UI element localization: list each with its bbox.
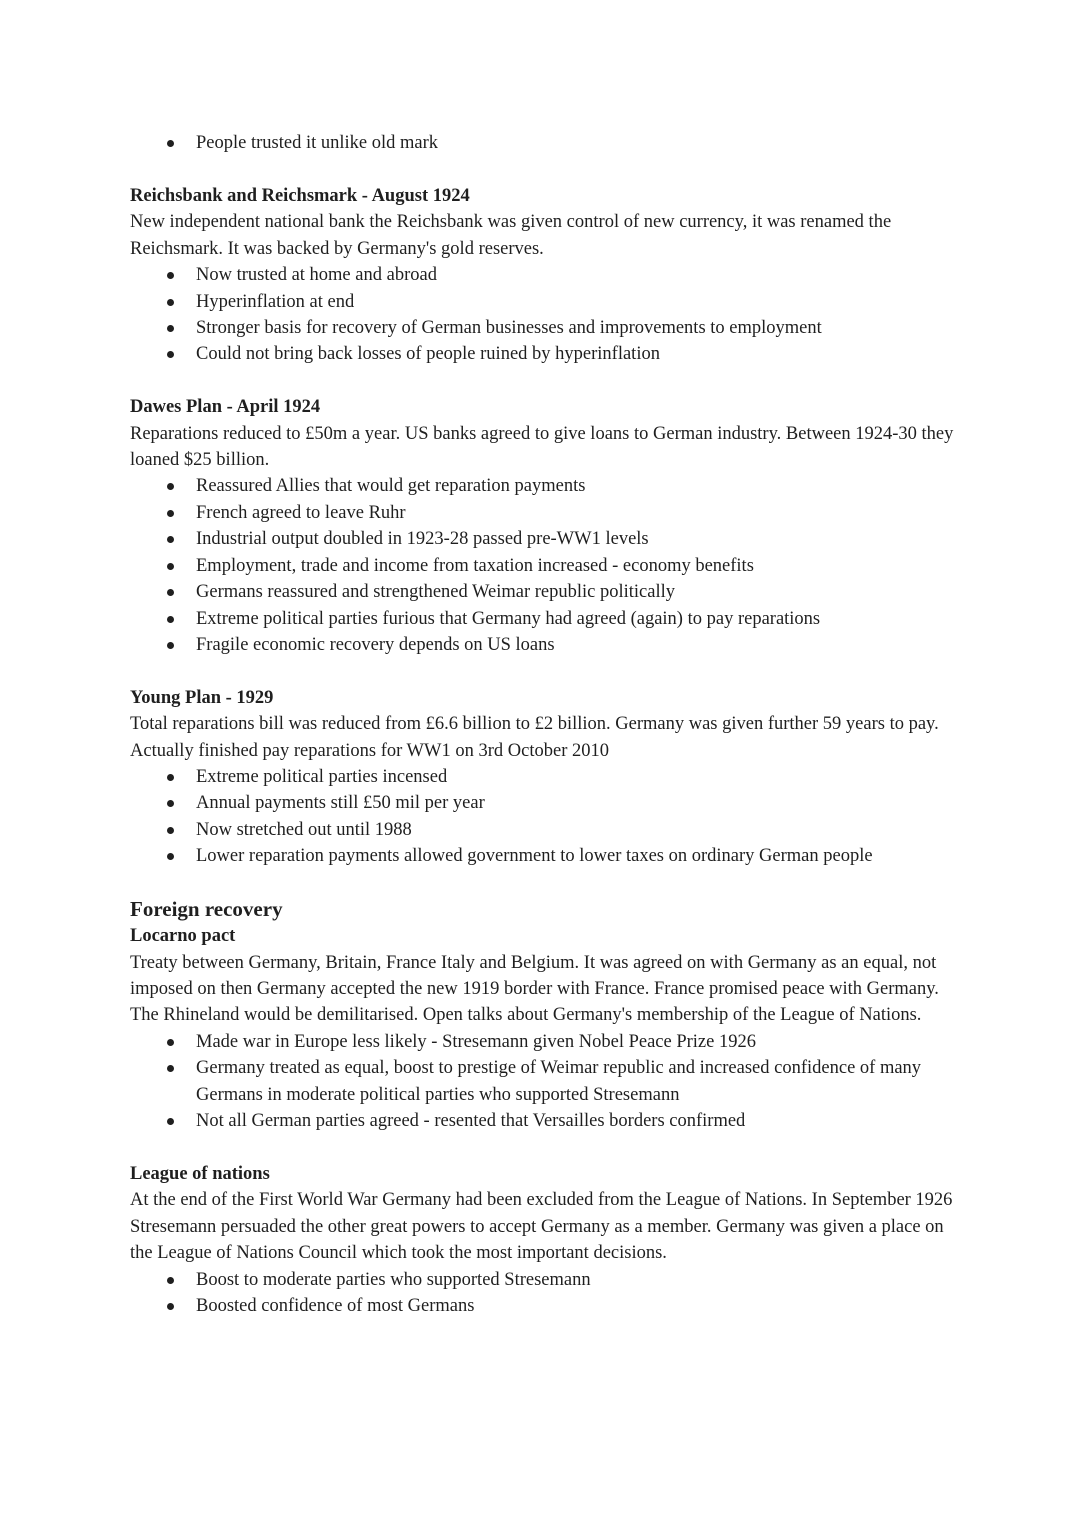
list-item: French agreed to leave Ruhr xyxy=(196,500,960,526)
league-of-nations-bullet-list xyxy=(130,1267,960,1320)
list-item: Boosted confidence of most Germans xyxy=(196,1293,960,1319)
document-page xyxy=(130,130,960,1319)
list-item: Now stretched out until 1988 xyxy=(196,817,960,843)
list-item: Could not bring back losses of people ruined by hyperinflation xyxy=(196,341,960,367)
list-item: Extreme political parties furious that Germany had agreed (again) to pay reparations xyxy=(196,606,960,632)
young-plan-bullet-list xyxy=(130,764,960,870)
list-item: Employment, trade and income from taxation increased - economy benefits xyxy=(196,553,960,579)
list-item: Now trusted at home and abroad xyxy=(196,262,960,288)
list-item: Annual payments still £50 mil per year xyxy=(196,790,960,816)
locarno-pact-heading: Locarno pact xyxy=(130,926,236,947)
list-item: Extreme political parties incensed xyxy=(196,764,960,790)
reichsbank-heading: Reichsbank and Reichsmark - August 1924 xyxy=(130,185,470,206)
list-item: Fragile economic recovery depends on US loans xyxy=(196,632,960,658)
intro-bullet-list xyxy=(130,130,960,156)
list-item: Stronger basis for recovery of German businesses and improvements to employment xyxy=(196,315,960,341)
locarno-pact-paragraph: Treaty between Germany, Britain, France Italy and Belgium. It was agreed on with Germany as an equal, not imposed on then Germany accepted the new 1919 border with France. France promised peace with Germany. The Rhineland would be demilitarised. Open talks about Germany's membership of the League of Nations. xyxy=(130,952,939,1026)
reichsbank-section xyxy=(130,183,960,368)
young-plan-heading: Young Plan - 1929 xyxy=(130,687,274,708)
list-item: People trusted it unlike old mark xyxy=(196,130,960,156)
league-of-nations-section xyxy=(130,1161,960,1319)
list-item: Germans reassured and strengthened Weimar republic politically xyxy=(196,579,960,605)
foreign-recovery-heading: Foreign recovery xyxy=(130,897,283,922)
league-of-nations-heading: League of nations xyxy=(130,1163,270,1184)
dawes-plan-paragraph: Reparations reduced to £50m a year. US banks agreed to give loans to German industry. Between 1924-30 they loaned $25 billion. xyxy=(130,423,954,471)
dawes-plan-section xyxy=(130,394,960,658)
list-item: Not all German parties agreed - resented that Versailles borders confirmed xyxy=(196,1108,960,1134)
reichsbank-paragraph: New independent national bank the Reichsbank was given control of new currency, it was renamed the Reichsmark. It was backed by Germany's gold reserves. xyxy=(130,212,892,259)
league-of-nations-paragraph: At the end of the First World War Germany had been excluded from the League of Nations. In September 1926 Stresemann persuaded the other great powers to accept Germany as a member. Germany was given a place on the League of Nations Council which took the most important decisions. xyxy=(130,1190,953,1264)
young-plan-section xyxy=(130,685,960,870)
dawes-plan-heading: Dawes Plan - April 1924 xyxy=(130,397,321,418)
dawes-plan-bullet-list xyxy=(130,473,960,658)
locarno-pact-bullet-list xyxy=(130,1029,960,1135)
list-item: Hyperinflation at end xyxy=(196,289,960,315)
list-item: Made war in Europe less likely - Stresemann given Nobel Peace Prize 1926 xyxy=(196,1029,960,1055)
list-item: Boost to moderate parties who supported Stresemann xyxy=(196,1267,960,1293)
foreign-recovery-section xyxy=(130,896,960,1134)
young-plan-paragraph: Total reparations bill was reduced from £6.6 billion to £2 billion. Germany was given further 59 years to pay. Actually finished pay reparations for WW1 on 3rd October 2010 xyxy=(130,714,939,761)
list-item: Reassured Allies that would get reparation payments xyxy=(196,473,960,499)
list-item: Lower reparation payments allowed government to lower taxes on ordinary German people xyxy=(196,843,960,869)
reichsbank-bullet-list xyxy=(130,262,960,368)
list-item: Germany treated as equal, boost to prestige of Weimar republic and increased confidence of many Germans in moderate political parties who supported Stresemann xyxy=(196,1055,960,1108)
list-item: Industrial output doubled in 1923-28 passed pre-WW1 levels xyxy=(196,526,960,552)
